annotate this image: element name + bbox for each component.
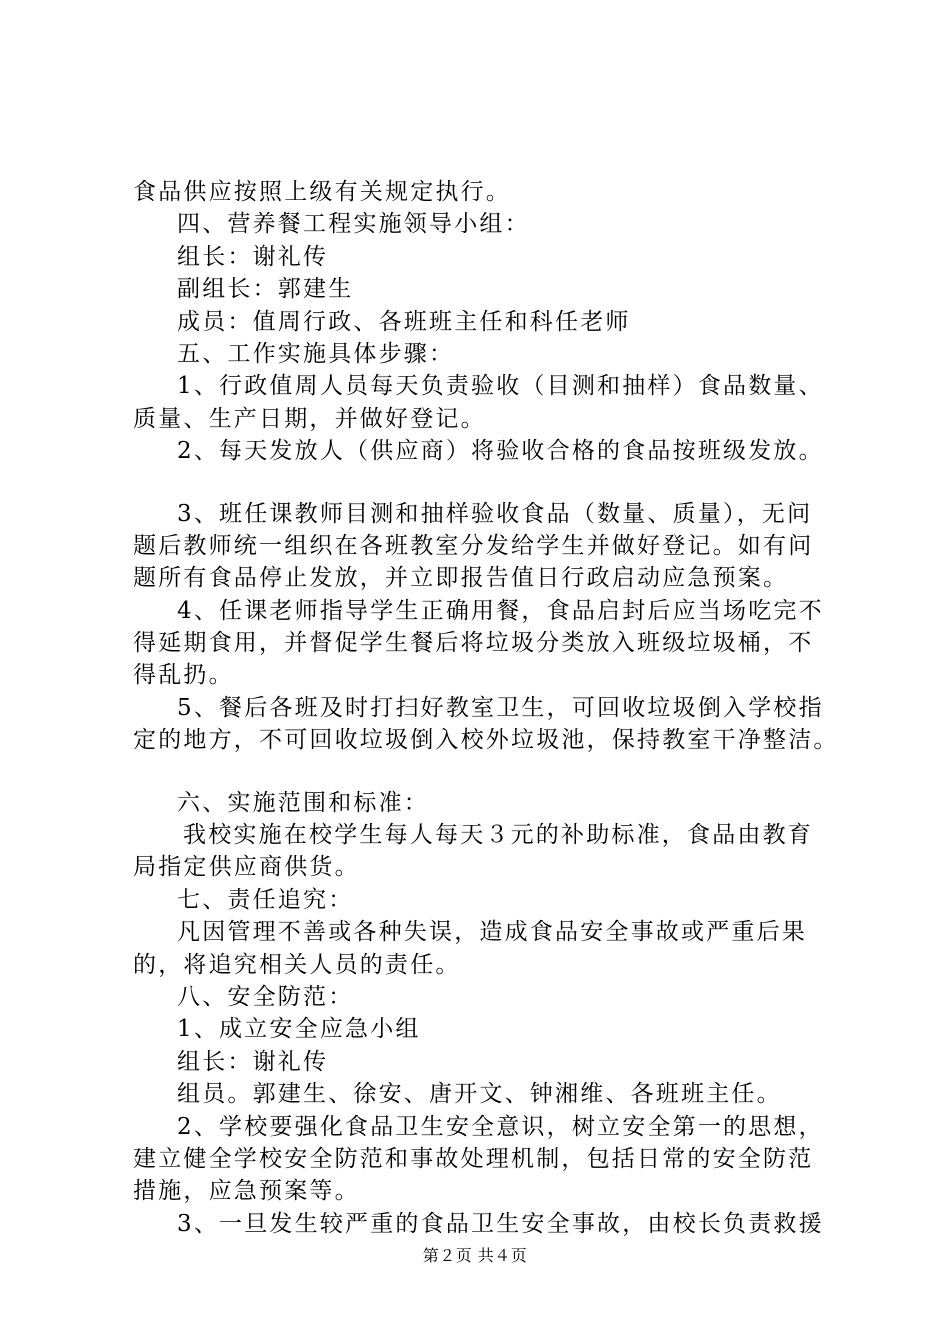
text-line: 局指定供应商供货。	[133, 854, 360, 881]
document-body	[133, 176, 839, 1240]
text-line: 1、成立安全应急小组	[177, 1016, 421, 1043]
text-line: 副组长：郭建生	[177, 276, 354, 303]
text-line: 成员：值周行政、各班班主任和科任老师	[177, 308, 631, 335]
text-line: 5、餐后各班及时打扫好教室卫生，可回收垃圾倒入学校指	[177, 694, 824, 721]
paragraph-gap	[133, 468, 833, 498]
text-line: 定的地方，不可回收垃圾倒入校外垃圾池，保持教室干净整洁。	[133, 727, 839, 754]
text-line: 组员。郭建生、徐安、唐开文、钟湘维、各班班主任。	[177, 1081, 782, 1108]
text-line: 质量、生产日期，并做好登记。	[133, 405, 486, 432]
text-line: 措施，应急预案等。	[133, 1178, 360, 1205]
text-line: 得延期食用，并督促学生餐后将垃圾分类放入班级垃圾桶，不	[133, 630, 814, 657]
text-line: 的，将追究相关人员的责任。	[133, 951, 461, 978]
section-heading-7: 七、责任追究：	[177, 886, 354, 913]
section-heading-5: 五、工作实施具体步骤：	[177, 340, 455, 367]
text-line: 题所有食品停止发放，并立即报告值日行政启动应急预案。	[133, 565, 789, 592]
text-line: 2、每天发放人（供应商）将验收合格的食品按班级发放。	[177, 438, 824, 465]
section-heading-8: 八、安全防范：	[177, 983, 354, 1010]
text-line: 建立健全学校安全防范和事故处理机制，包括日常的安全防范	[133, 1145, 814, 1172]
page-number-footer: 第２页 共４页	[422, 1246, 528, 1265]
text-line: 食品供应按照上级有关规定执行。	[133, 179, 511, 205]
text-line: 3、一旦发生较严重的食品卫生安全事故，由校长负责救援	[177, 1210, 824, 1237]
text-line: 组长：谢礼传	[177, 1048, 329, 1075]
text-line: 3、班任课教师目测和抽样验收食品（数量、质量），无问	[177, 500, 813, 527]
section-heading-6: 六、实施范围和标准：	[177, 789, 429, 816]
text-line: 4、任课老师指导学生正确用餐，食品启封后应当场吃完不	[177, 597, 824, 624]
text-line: 凡因管理不善或各种失误，造成食品安全事故或严重后果	[177, 919, 807, 946]
text-line: 2、学校要强化食品卫生安全意识，树立安全第一的思想，	[177, 1113, 824, 1140]
text-line: 我校实施在校学生每人每天３元的补助标准，食品由教育	[183, 822, 813, 849]
section-heading-4: 四、营养餐工程实施领导小组：	[177, 211, 530, 238]
text-line: 组长：谢礼传	[177, 243, 329, 270]
text-line: 题后教师统一组织在各班教室分发给学生并做好登记。如有问	[133, 532, 814, 559]
text-line: 1、行政值周人员每天负责验收（目测和抽样）食品数量、	[177, 373, 824, 400]
paragraph-gap	[133, 757, 833, 787]
text-line: 得乱扔。	[133, 662, 234, 689]
